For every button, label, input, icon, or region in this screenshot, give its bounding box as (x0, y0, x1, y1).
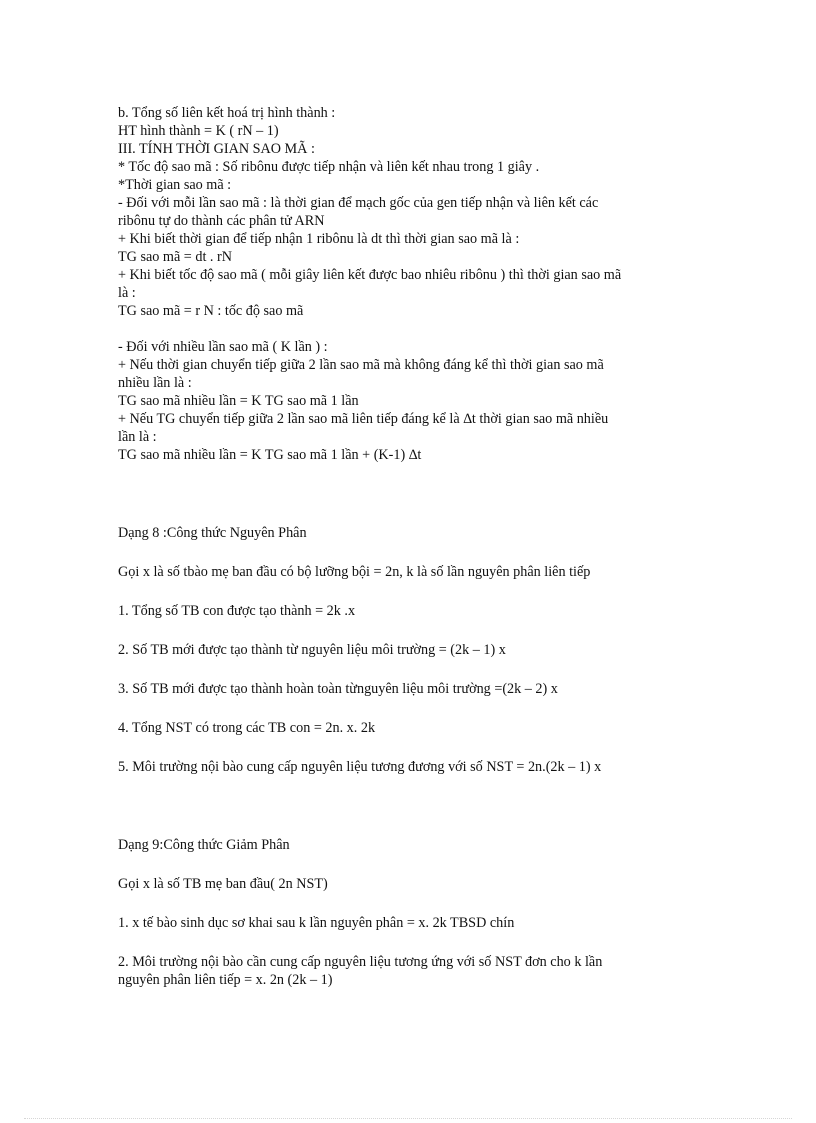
section-heading: Dạng 8 :Công thức Nguyên Phân (118, 525, 307, 541)
text-line: *Thời gian sao mã : (118, 177, 232, 193)
text-line: ribônu tự do thành các phân tử ARN (118, 213, 325, 229)
list-item: 1. Tổng số TB con được tạo thành = 2k .x (118, 603, 356, 619)
spacer (118, 659, 718, 680)
section-sao-ma (118, 104, 718, 464)
list-item: 2. Số TB mới được tạo thành từ nguyên liệu môi trường = (2k – 1) x (118, 642, 506, 658)
section-dang-9 (118, 836, 718, 989)
page-bottom-rule (24, 1118, 792, 1119)
spacer (118, 698, 718, 719)
text-line: - Đối với nhiều lần sao mã ( K lần ) : (118, 339, 328, 355)
spacer (118, 854, 718, 875)
text-line: + Nếu thời gian chuyển tiếp giữa 2 lần sao mã mà không đáng kể thì thời gian sao mã (118, 357, 604, 373)
spacer (118, 542, 718, 563)
spacer (118, 503, 718, 524)
text-line: b. Tổng số liên kết hoá trị hình thành : (118, 105, 336, 121)
text-line: nhiều lần là : (118, 375, 192, 391)
text-line: HT hình thành = K ( rN – 1) (118, 123, 279, 139)
spacer (118, 815, 718, 836)
spacer (118, 893, 718, 914)
spacer (118, 320, 718, 338)
text-line: * Tốc độ sao mã : Số ribônu được tiếp nhận và liên kết nhau trong 1 giây . (118, 159, 540, 175)
text-line: TG sao mã nhiều lần = K TG sao mã 1 lần (118, 393, 359, 409)
list-item: 3. Số TB mới được tạo thành hoàn toàn từnguyên liệu môi trường =(2k – 2) x (118, 681, 558, 697)
document-body (118, 104, 718, 989)
section-heading: III. TÍNH THỜI GIAN SAO MÃ : (118, 141, 315, 157)
list-item: 2. Môi trường nội bào cần cung cấp nguyên liệu tương ứng với số NST đơn cho k lần (118, 954, 603, 970)
text-line: TG sao mã nhiều lần = K TG sao mã 1 lần + (K-1) ∆t (118, 447, 422, 463)
paragraph: Gọi x là số tbào mẹ ban đầu có bộ lưỡng bội = 2n, k là số lần nguyên phân liên tiếp (118, 564, 591, 580)
list-item: 1. x tế bào sinh dục sơ khai sau k lần nguyên phân = x. 2k TBSD chín (118, 915, 515, 931)
spacer (118, 464, 718, 503)
text-line: - Đối với mỗi lần sao mã : là thời gian để mạch gốc của gen tiếp nhận và liên kết các (118, 195, 599, 211)
spacer (118, 932, 718, 953)
spacer (118, 581, 718, 602)
list-item: 4. Tổng NST có trong các TB con = 2n. x. 2k (118, 720, 376, 736)
spacer (118, 776, 718, 815)
section-heading: Dạng 9:Công thức Giảm Phân (118, 837, 290, 853)
text-line: TG sao mã = dt . rN (118, 249, 232, 265)
list-item: nguyên phân liên tiếp = x. 2n (2k – 1) (118, 972, 333, 988)
list-item: 5. Môi trường nội bào cung cấp nguyên liệu tương đương với số NST = 2n.(2k – 1) x (118, 759, 602, 775)
text-line: + Khi biết tốc độ sao mã ( mỗi giây liên kết được bao nhiêu ribônu ) thì thời gian sao mã (118, 267, 622, 283)
spacer (118, 737, 718, 758)
text-line: lần là : (118, 429, 157, 445)
text-line: + Nếu TG chuyển tiếp giữa 2 lần sao mã liên tiếp đáng kể là ∆t thời gian sao mã nhiều (118, 411, 609, 427)
text-line: + Khi biết thời gian để tiếp nhận 1 ribônu là dt thì thời gian sao mã là : (118, 231, 520, 247)
section-dang-8 (118, 524, 718, 776)
text-line: TG sao mã = r N : tốc độ sao mã (118, 303, 304, 319)
text-line: là : (118, 285, 136, 301)
spacer (118, 620, 718, 641)
paragraph: Gọi x là số TB mẹ ban đầu( 2n NST) (118, 876, 328, 892)
